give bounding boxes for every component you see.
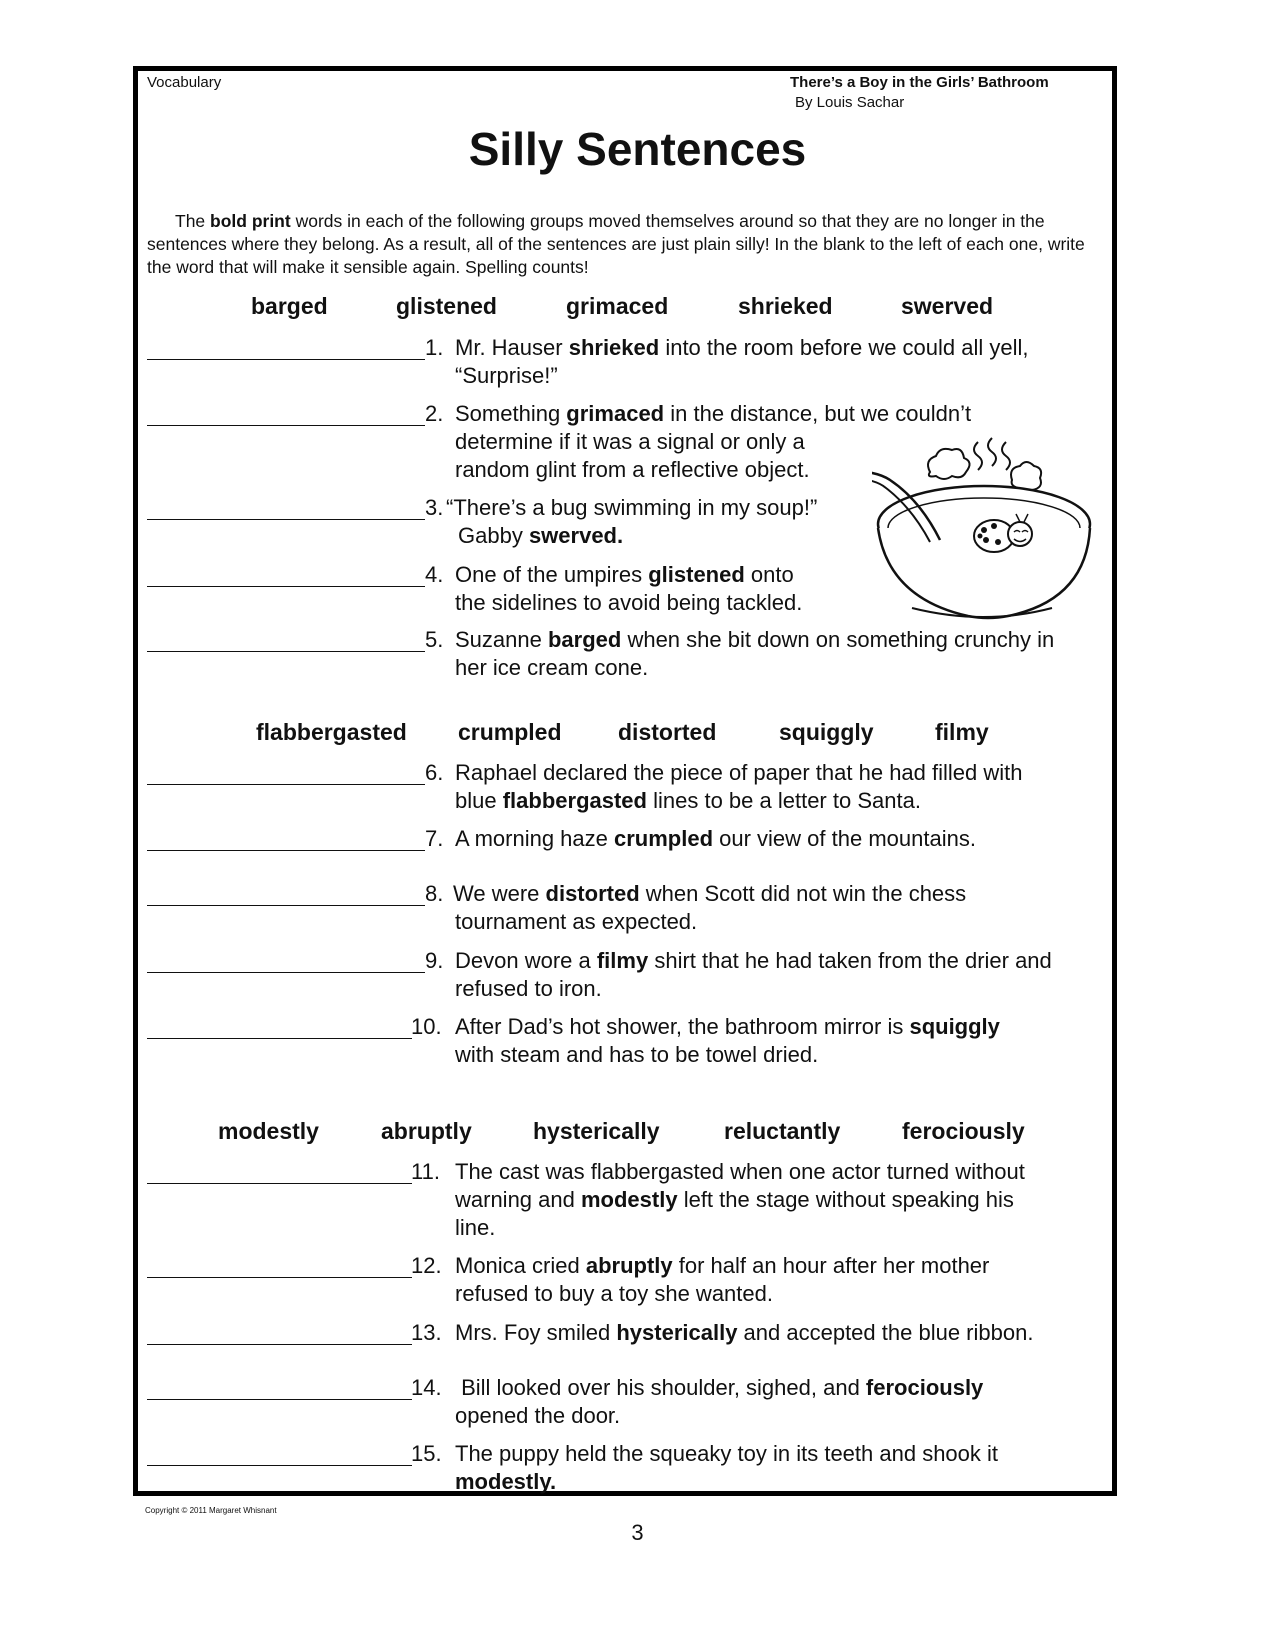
word-bank-item: abruptly [381,1118,472,1144]
answer-blank[interactable] [147,850,425,851]
word-bank-3 [147,1118,1107,1148]
book-author: By Louis Sachar [795,94,905,111]
soup-bowl-illustration [872,432,1102,632]
word-bank-1 [147,293,1107,323]
answer-blank[interactable] [147,1183,412,1184]
answer-blank[interactable] [147,586,425,587]
word-bank-item: squiggly [779,719,874,745]
word-bank-item: crumpled [458,719,562,745]
answer-blank[interactable] [147,784,425,785]
word-bank-item: reluctantly [724,1118,841,1144]
word-bank-2 [147,719,1107,749]
word-bank-item: flabbergasted [256,719,407,745]
word-bank-item: distorted [618,719,717,745]
instructions: The bold print words in each of the following groups moved themselves around so that they are no longer in the sentences where they belong. As a result, all of the sentences are just plain silly! In the blank to the left of each one, write the word that will make it sensible again. Spelling counts! [147,211,1085,277]
page-number: 3 [631,1520,644,1545]
answer-blank[interactable] [147,1465,412,1466]
page-title: Silly Sentences [468,123,807,175]
word-bank-item: filmy [935,719,989,745]
answer-blank[interactable] [147,972,425,973]
copyright-notice: Copyright © 2011 Margaret Whisnant [145,1506,277,1515]
word-bank-item: grimaced [566,293,669,319]
answer-blank[interactable] [147,359,425,360]
answer-blank[interactable] [147,1038,412,1039]
answer-blank[interactable] [147,1399,412,1400]
word-bank-item: glistened [396,293,497,319]
book-title: There’s a Boy in the Girls’ Bathroom [790,74,1049,91]
subject-label: Vocabulary [147,74,222,91]
word-bank-item: ferociously [902,1118,1025,1144]
word-bank-item: barged [251,293,328,319]
word-bank-item: modestly [218,1118,319,1144]
word-bank-item: shrieked [738,293,833,319]
answer-blank[interactable] [147,519,425,520]
word-bank-item: hysterically [533,1118,660,1144]
word-bank-item: swerved [901,293,994,319]
answer-blank[interactable] [147,905,425,906]
answer-blank[interactable] [147,1277,412,1278]
answer-blank[interactable] [147,425,425,426]
answer-blank[interactable] [147,1344,412,1345]
answer-blank[interactable] [147,651,425,652]
